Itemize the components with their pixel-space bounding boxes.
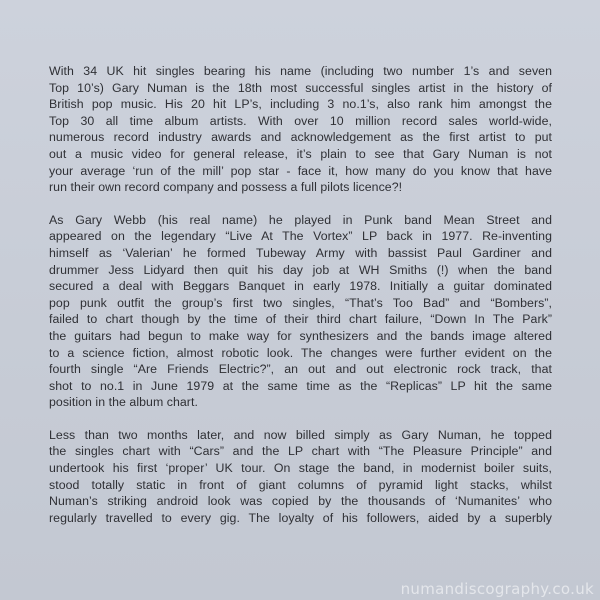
text-line: stood totally static in front of giant columns of pyramid light stacks, whilst: [49, 477, 552, 492]
text-line: position in the album chart.: [49, 395, 198, 410]
text-line: run their own record company and possess a full pilots licence?!: [49, 180, 403, 195]
text-line: British pop music. His 20 hit LP’s, including 3 no.1’s, also rank him amongst the: [49, 97, 552, 112]
paragraph-1: [49, 63, 552, 196]
text-line: Numan’s striking android look was copied by the thousands of ‘Numanites’ who: [49, 494, 552, 509]
text-line: the guitars had begun to make way for synthesizers and the bands image altered: [49, 328, 552, 343]
text-line: fourth single “Are Friends Electric?”, an out and out electronic rock track, that: [49, 362, 552, 377]
text-line: secured a deal with Beggars Banquet in early 1978. Initially a guitar dominated: [49, 279, 552, 294]
watermark: numandiscography.co.uk: [400, 580, 594, 598]
text-line: out a music video for general release, it’s plain to see that Gary Numan is not: [49, 146, 552, 161]
text-line: As Gary Webb (his real name) he played in Punk band Mean Street and: [49, 212, 552, 227]
text-line: appeared on the legendary “Live At The Vortex” LP back in 1977. Re-inventing: [49, 229, 552, 244]
booklet-text: [49, 63, 552, 526]
text-line: pop punk outfit the group’s first two singles, “That’s Too Bad” and “Bombers”,: [49, 295, 552, 310]
text-line: Top 30 all time album artists. With over 10 million record sales world-wide,: [49, 113, 552, 128]
text-line: the singles chart with “Cars” and the LP chart with “The Pleasure Principle” and: [49, 444, 552, 459]
text-line: to a science fiction, almost robotic look. The changes were further evident on the: [49, 345, 552, 360]
text-line: your average ‘run of the mill’ pop star - face it, how many do you know that have: [49, 163, 552, 178]
text-line: drummer Jess Lidyard then quit his day job at WH Smiths (!) when the band: [49, 262, 552, 277]
paragraph-3: [49, 427, 552, 527]
text-line: Top 10’s) Gary Numan is the 18th most successful singles artist in the history of: [49, 80, 552, 95]
paragraph-2: [49, 212, 552, 411]
text-line: failed to chart though by the time of their third chart failure, “Down In The Park”: [49, 312, 552, 327]
text-line: himself as ‘Valerian’ he formed Tubeway Army with bassist Paul Gardiner and: [49, 245, 552, 260]
text-line: regularly travelled to every gig. The loyalty of his followers, aided by a superbly: [49, 510, 552, 525]
text-line: Less than two months later, and now billed simply as Gary Numan, he topped: [49, 427, 552, 442]
text-line: With 34 UK hit singles bearing his name (including two number 1’s and seven: [49, 64, 552, 78]
text-line: numerous record industry awards and acknowledgement as the first artist to put: [49, 130, 552, 145]
text-line: shot to no.1 in June 1979 at the same time as the “Replicas” LP hit the same: [49, 378, 552, 393]
text-line: undertook his first ‘proper’ UK tour. On stage the band, in modernist boiler suits,: [49, 461, 552, 476]
